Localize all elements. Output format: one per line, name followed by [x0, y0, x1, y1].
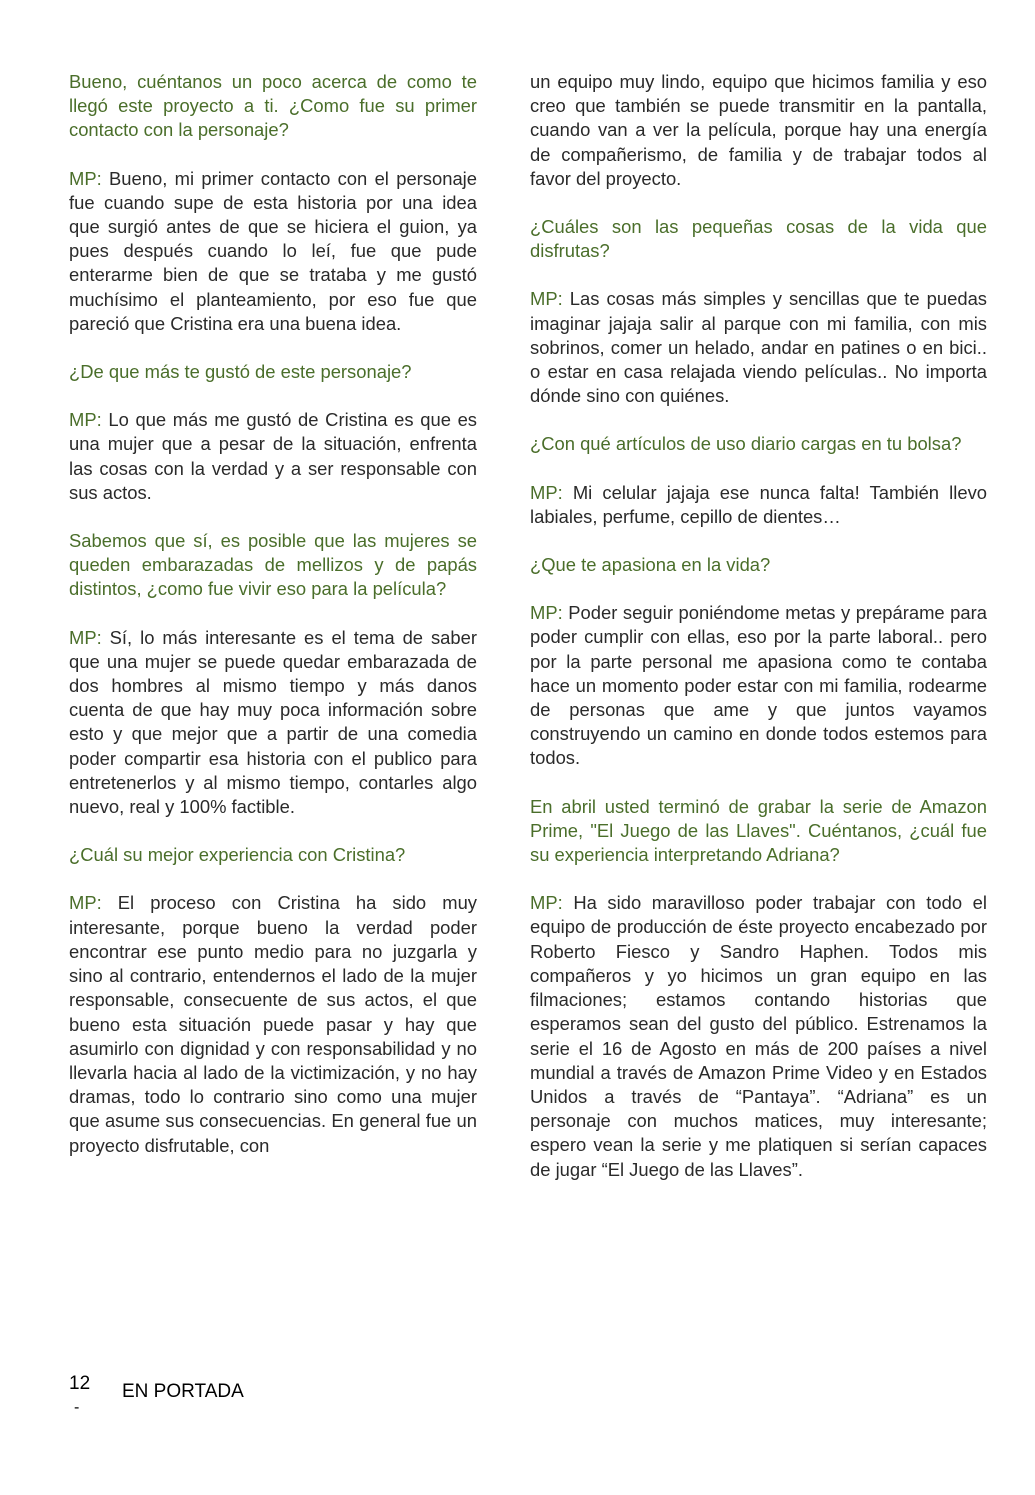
question: ¿De que más te gustó de este personaje? [69, 361, 412, 383]
answer-text: El proceso con Cristina ha sido muy interesante, porque bueno la verdad poder encontrar ese punto medio para no juzgarla y sino al contrario, entendernos el lado de la mujer responsable, consecuente de sus actos, el que bueno esta situación puede pasar y hay que asumirlo con dignidad y con responsabilidad y no llevarla hacia al lado de la victimización, y no hay dramas, todo lo contrario sino como una mujer que asume sus consecuencias. En general fue un proyecto disfrutable, con [69, 892, 477, 1156]
section-title: EN PORTADA [122, 1381, 244, 1402]
question: ¿Cuáles son las pequeñas cosas de la vida que disfrutas? [530, 216, 987, 262]
answer-text: Poder seguir poniéndome metas y prepárame para poder cumplir con ellas, eso por la parte laboral.. pero por la parte personal me apasiona como te contaba hace un momento poder estar con mi familia, rodearme de personas que ame y que juntos vayamos construyendo un camino en donde todos estemos para todos. [530, 602, 987, 769]
answer-text: Bueno, mi primer contacto con el personaje fue cuando supe de esta historia por una idea que surgió antes de que se hiciera el guion, ya pues después cuando lo leí, fue que pude enterarme bien de que se trataba y me gustó muchísimo el planteamiento, por eso fue que pareció que Cristina era una buena idea. [69, 167, 477, 334]
right-column [530, 70, 987, 1206]
answer-continued: un equipo muy lindo, equipo que hicimos familia y eso creo que también se puede transmitir en la pantalla, cuando van a ver la película, porque hay una energía de compañerismo, de familia y de trabajar todos al favor del proyecto. [530, 71, 987, 189]
answer [69, 408, 477, 505]
answer [69, 626, 477, 820]
answer [69, 891, 477, 1157]
speaker-label: MP: [530, 892, 563, 914]
answer [530, 287, 987, 408]
page-number: 12 [69, 1373, 91, 1394]
question: ¿Que te apasiona en la vida? [530, 554, 771, 576]
speaker-label: MP: [530, 288, 563, 310]
speaker-label: MP: [530, 602, 563, 624]
speaker-label: MP: [69, 409, 102, 431]
question: Sabemos que sí, es posible que las mujeres se queden embarazadas de mellizos y de papás distintos, ¿como fue vivir eso para la película? [69, 530, 477, 600]
speaker-label: MP: [530, 481, 563, 503]
question: En abril usted terminó de grabar la serie de Amazon Prime, "El Juego de las Llaves". Cuéntanos, ¿cuál fue su experiencia interpretando Adriana? [530, 795, 987, 866]
question: ¿Cuál su mejor experiencia con Cristina? [69, 844, 406, 866]
answer-text: Ha sido maravilloso poder trabajar con todo el equipo de producción de éste proyecto encabezado por Roberto Fiesco y Sandro Haphen. Todos mis compañeros y yo hicimos un gran equipo en las filmaciones; estamos contando historias que esperamos sean del gusto del público. Estrenamos la serie el 16 de Agosto en más de 200 países a nivel mundial a través de Amazon Prime Video y en Estados Unidos a través de “Pantaya”. “Adriana” es un personaje con muchos matices, muy interesante; espero vean la serie y me platiquen si serían capaces de jugar “El Juego de las Llaves”. [530, 892, 987, 1180]
answer [69, 167, 477, 336]
question: ¿Con qué artículos de uso diario cargas en tu bolsa? [530, 433, 962, 455]
speaker-label: MP: [69, 167, 102, 189]
speaker-label: MP: [69, 626, 102, 648]
answer [530, 481, 987, 529]
answer-text: Sí, lo más interesante es el tema de saber que una mujer se puede quedar embarazada de dos hombres al mismo tiempo y más danos cuenta de que hay muy poca información sobre esto y que mejor que a partir de una comedia poder compartir esa historia con el publico para entretenerlos y al mismo tiempo, contarles algo nuevo, real y 100% factible. [69, 626, 477, 818]
answer-text: Las cosas más simples y sencillas que te puedas imaginar jajaja salir al parque con mi familia, con mis sobrinos, comer un helado, andar en patines o en bici.. o estar en casa relajada viendo películas.. No importa dónde sino con quiénes. [530, 288, 987, 407]
left-column [69, 70, 477, 1182]
answer-text: Mi celular jajaja ese nunca falta! También llevo labiales, perfume, cepillo de dientes… [530, 481, 987, 527]
answer [530, 891, 987, 1181]
question: Bueno, cuéntanos un poco acerca de como te llegó este proyecto a ti. ¿Como fue su primer contacto con la personaje? [69, 71, 477, 141]
answer [530, 601, 987, 770]
answer-text: Lo que más me gustó de Cristina es que es una mujer que a pesar de la situación, enfrenta las cosas con la verdad y a ser responsable con sus actos. [69, 409, 477, 503]
page-number-dash: - [74, 1399, 80, 1416]
speaker-label: MP: [69, 892, 102, 914]
